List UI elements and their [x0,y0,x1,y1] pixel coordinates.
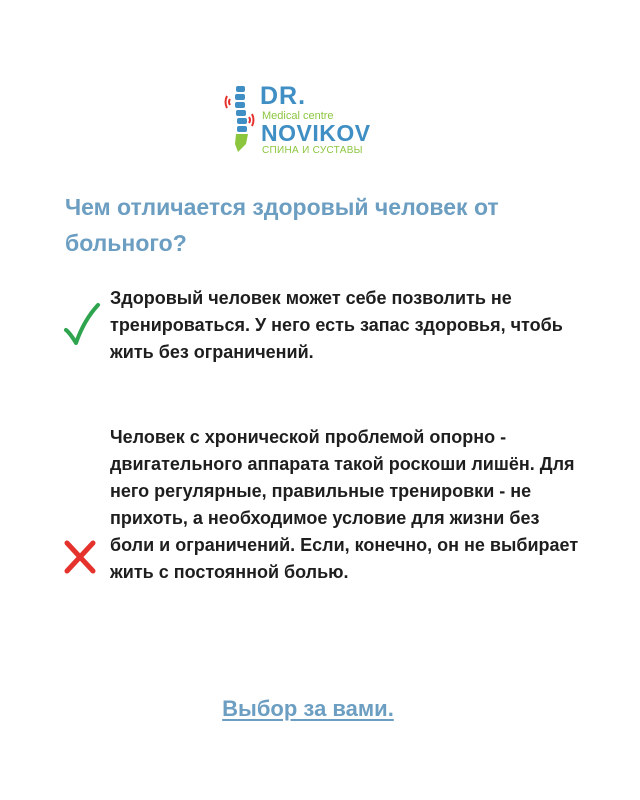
spine-icon [222,82,262,154]
logo-title-novikov: NOVIKOV [261,120,371,146]
logo-subtitle: Medical centre [262,110,334,122]
healthy-person-text: Здоровый человек может себе позволить не тренироваться. У него есть запас здоровья, чтобь жить без ограничений. [110,288,563,362]
logo [222,82,382,156]
logo-tagline: СПИНА И СУСТАВЫ [262,145,363,156]
logo-title-dr: DR. [260,82,307,110]
check-icon [63,302,101,348]
cta-choice [0,696,616,722]
chronic-person-text: Человек с хронической проблемой опорно - двигательного аппарата такой роскоши лишён. Для него регулярные, правильные тренировки - не прихоть, а необходимое условие для жизни без боли и ограничений. Если, конечно, он не выбирает жить с постоянной болью. [110,427,579,582]
cta-link[interactable]: Выбор за вами. [222,696,394,721]
page-title: Чем отличается здоровый человек от больного? [65,194,499,256]
cross-icon [63,539,97,575]
